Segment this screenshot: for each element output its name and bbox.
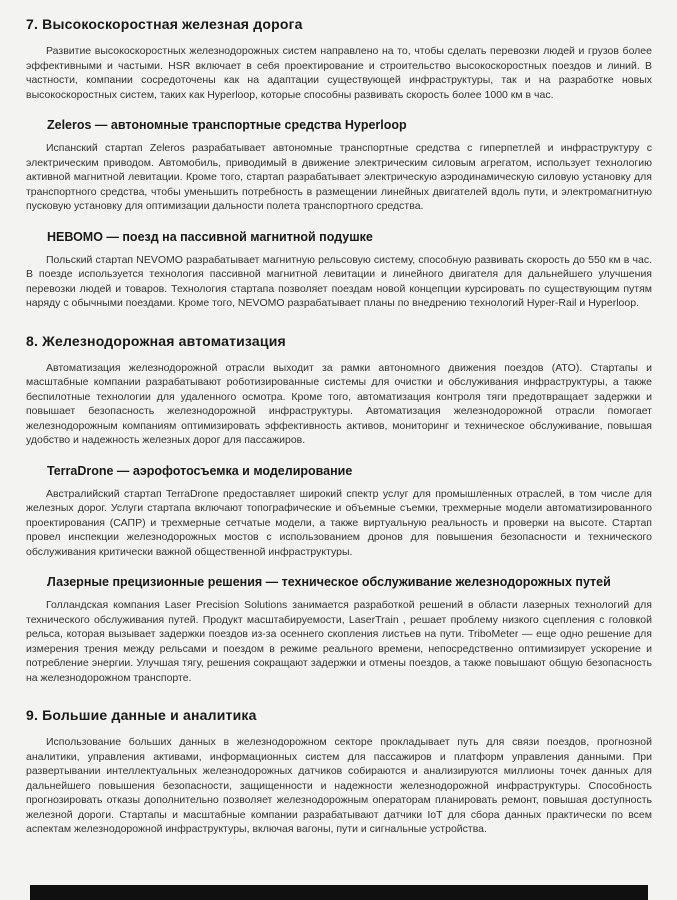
paragraph-rail-automation: Автоматизация железнодорожной отрасли выходит за рамки автономного движения поездов (ATO). Стартапы и масштабные компании разрабатывают роботизированные системы для очистки и обслуживания инфраструктуры, а также беспилотные технологии для удаленного осмотра. Кроме того, автоматизация контроля тяги предотвращает задержки и повышает безопасность железнодорожной инфраструктуры. Автоматизация железнодорожной отрасли помогает железнодорожным компаниям оптимизировать эффективность активов, мониторинг и техническое обслуживание, повышая удобство и надежность железных дорог для пассажиров.: [26, 361, 652, 446]
subsection-heading-laser-precision: Лазерные прецизионные решения — техническое обслуживание железнодорожных путей: [47, 575, 611, 589]
paragraph-high-speed-rail: Развитие высокоскоростных железнодорожных систем направлено на то, чтобы сделать перевозки людей и грузов более эффективными и частыми. HSR включает в себя проектирование и строительство высокоскоростных поездов и линий. В частности, компании сосредоточены как на адаптации существующей инфраструктуры, так и на разработке новых высокоскоростных систем, таких как Hyperloop, которые способны развивать скорость более 1000 км в час.: [26, 45, 652, 101]
section-heading-rail-automation: 8. Железнодорожная автоматизация: [26, 332, 286, 349]
paragraph-nevomo: Польский стартап NEVOMO разрабатывает магнитную рельсовую систему, способную развивать скорость до 550 км в час. В поезде используется технология пассивной магнитной левитации и линейного двигателя для дальнейшего улучшения перевозки людей и товаров. Технология стартапа позволяет поездам новой концепции курсировать по существующим путям наряду с обычными поездами. Кроме того, NEVOMO разрабатывает планы по внедрению технологий Hyper-Rail и Hyperloop.: [26, 253, 652, 309]
section-heading-big-data: 9. Большие данные и аналитика: [26, 707, 257, 723]
subsection-heading-zeleros: Zeleros — автономные транспортные средства Hyperloop: [47, 118, 407, 132]
paragraph-big-data: Использование больших данных в железнодорожном секторе прокладывает путь для связи поездов, прогнозной аналитики, управления активами, информационных систем для пассажиров и платформ управления данными. При развертывании интеллектуальных железнодорожных датчиков собираются и анализируются миллионы точек данных для дальнейшего повышения безопасности, защищенности и надежности железнодорожной инфраструктуры. Способность прогнозировать отказы дополнительно позволяет железнодорожным операторам планировать ремонт, повышая доступность железной дороги. Стартапы и масштабные компании разрабатывают датчики IoT для сбора данных практически по всем аспектам железнодорожной инфраструктуры, включая вагоны, пути и сигнальные устройства.: [26, 736, 652, 835]
subsection-heading-nevomo: НЕВОМО — поезд на пассивной магнитной подушке: [47, 229, 373, 244]
cropped-dark-block: [30, 885, 648, 900]
paragraph-terradrone: Австралийский стартап TerraDrone предоставляет широкий спектр услуг для промышленных отраслей, в том числе для железных дорог. Услуги стартапа включают топографические и объемные съемки, трехмерные модели автоматизированного проектирования (САПР) и трехмерные сетчатые модели, а также виртуальную реальность и проверки на высоте. Стартап провел инспекции железнодорожных мостов с использованием дронов для повышения безопасности и технического обслуживания критически важной общественной инфраструктуры.: [26, 487, 652, 558]
section-heading-high-speed-rail: 7. Высокоскоростная железная дорога: [26, 16, 303, 32]
paragraph-zeleros: Испанский стартап Zeleros разрабатывает автономные транспортные средства с гиперпетлей и инфраструктуру с электрическим приводом. Автомобиль, приводимый в движение электрическим силовым агрегатом, использует технологию активной магнитной левитации. Кроме того, стартап разрабатывает электрическую аэродинамическую силовую установку для транспортного средства, чтобы уменьшить потребность в размещении линейных двигателей вдоль пути, и электромагнитную пусковую установку для оптимизации дальности полета транспортного средства.: [26, 142, 652, 212]
paragraph-laser-precision: Голландская компания Laser Precision Solutions занимается разработкой решений в области лазерных технологий для технического обслуживания путей. Продукт масштабируемости, LaserTrain , решает проблему низкого сцепления с головкой рельса, которая вызывает задержки поездов из-за осеннего скопления листьев на пути. TriboMeter — еще одно решение для измерения трения между рельсами и поездом в режиме реального времени, непосредственно оптимизирует ускорение и потребление энергии. Улучшая тягу, решения сокращают задержки и отмены поездов, а также повышают общую безопасность на железнодорожном транспорте.: [26, 599, 652, 684]
subsection-heading-terradrone: TerraDrone — аэрофотосъемка и моделирование: [47, 463, 353, 478]
